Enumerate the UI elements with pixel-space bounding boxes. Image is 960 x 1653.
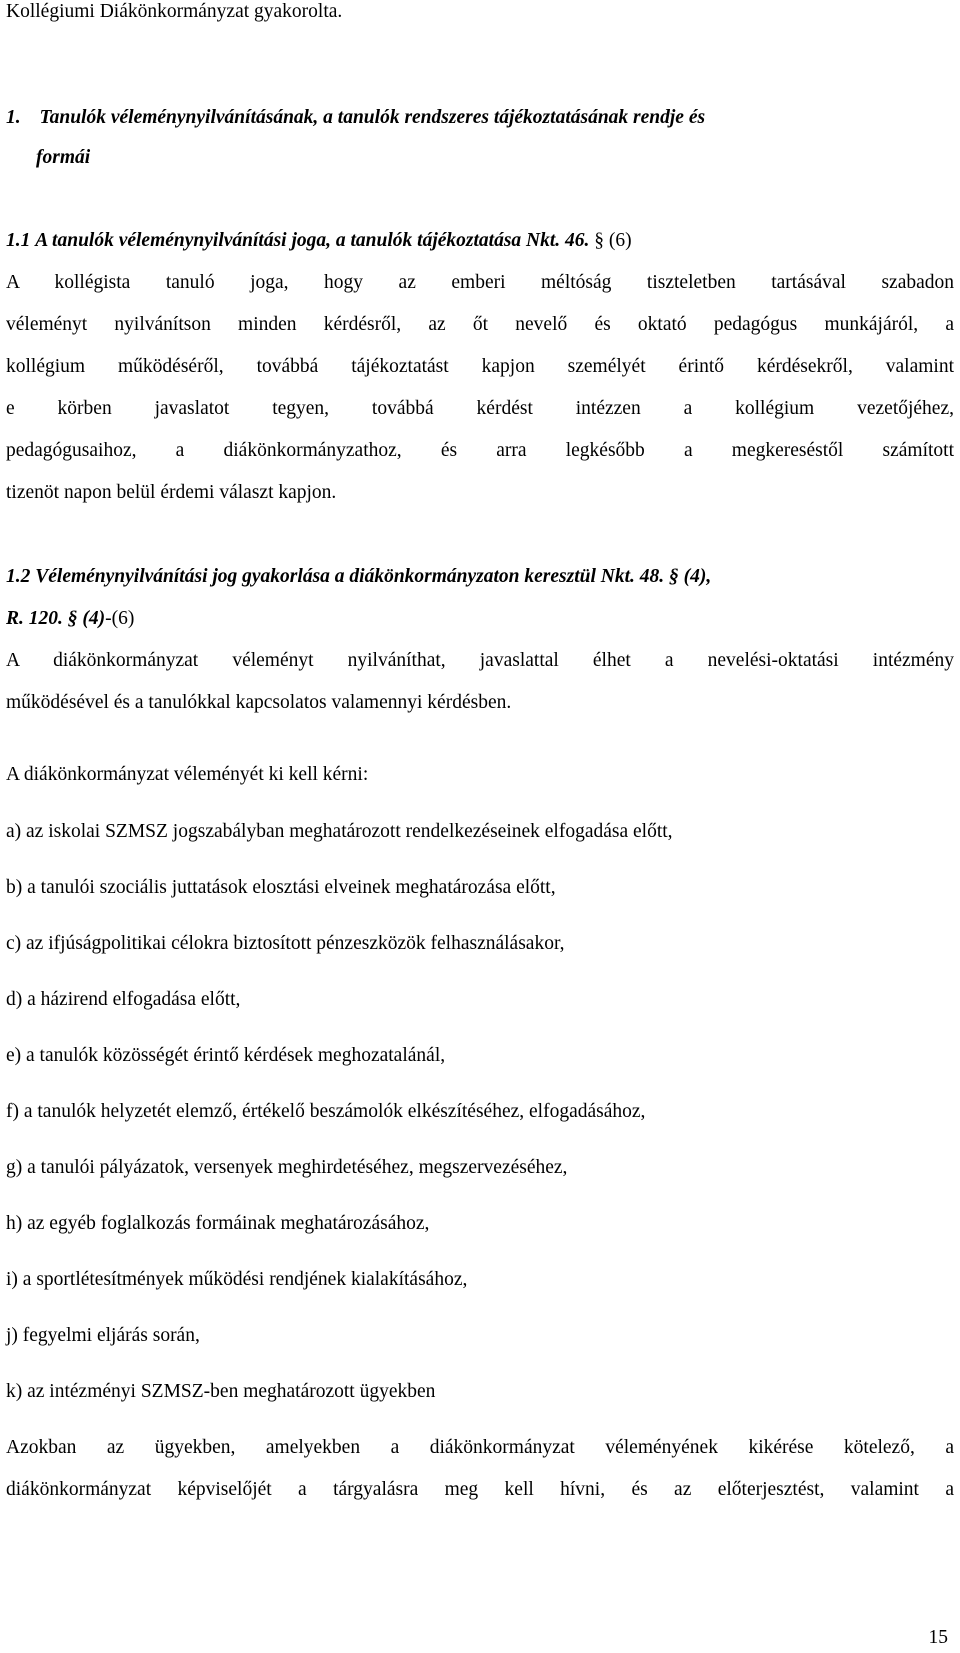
para1-line: tizenöt napon belül érdemi választ kapjon. xyxy=(6,482,337,503)
heading-1-number: 1. xyxy=(6,107,21,128)
list-item: i) a sportlétesítmények működési rendjének kialakításához, xyxy=(6,1269,468,1290)
list-item: g) a tanulói pályázatok, versenyek meghirdetéséhez, megszervezéséhez, xyxy=(6,1157,568,1178)
para1-line: pedagógusaihoz, a diákönkormányzathoz, és arra legkésőbb a megkereséstől számított xyxy=(6,440,954,461)
para3: A diákönkormányzat véleményét ki kell kérni: xyxy=(6,764,369,785)
heading-1-line2: formái xyxy=(36,147,91,168)
heading-1-line1 xyxy=(6,106,954,130)
para4-line: Azokban az ügyekben, amelyekben a diákönkormányzat véleményének kikérése kötelező, a xyxy=(6,1437,954,1458)
para1-line: e körben javaslatot tegyen, továbbá kérdést intézzen a kollégium vezetőjéhez, xyxy=(6,398,954,419)
heading-1-2-line1: 1.2 Véleménynyilvánítási jog gyakorlása a diákönkormányzaton keresztül Nkt. 48. § (4), xyxy=(6,566,712,587)
para1-line: véleményt nyilvánítson minden kérdésről, az őt nevelő és oktató pedagógus munkájáról, a xyxy=(6,314,954,335)
para1-line: A kollégista tanuló joga, hogy az emberi méltóság tiszteletben tartásával szabadon xyxy=(6,272,954,293)
list-item: c) az ifjúságpolitikai célokra biztosított pénzeszközök felhasználásakor, xyxy=(6,933,565,954)
list-item: f) a tanulók helyzetét elemző, értékelő beszámolók elkészítéséhez, elfogadásához, xyxy=(6,1101,646,1122)
list-item: j) fegyelmi eljárás során, xyxy=(6,1325,200,1346)
list-item: e) a tanulók közösségét érintő kérdések meghozatalánál, xyxy=(6,1045,446,1066)
heading-1-1-text: A tanulók véleménynyilvánítási joga, a tanulók tájékoztatása Nkt. 46. xyxy=(35,230,590,251)
list-item: b) a tanulói szociális juttatások elosztási elveinek meghatározása előtt, xyxy=(6,877,556,898)
heading-1-1-number: 1.1 xyxy=(6,230,31,251)
heading-1-1-suffix: § (6) xyxy=(594,230,632,251)
heading-1-text: Tanulók véleménynyilvánításának, a tanulók rendszeres tájékoztatásának rendje és xyxy=(39,107,706,128)
list-item: k) az intézményi SZMSZ-ben meghatározott ügyekben xyxy=(6,1381,436,1402)
heading-1-2-line2 xyxy=(6,607,954,631)
list-item: d) a házirend elfogadása előtt, xyxy=(6,989,241,1010)
heading-1-2-suffix: -(6) xyxy=(105,608,135,629)
para2-line: működésével és a tanulókkal kapcsolatos valamennyi kérdésben. xyxy=(6,692,512,713)
list-item: h) az egyéb foglalkozás formáinak meghatározásához, xyxy=(6,1213,430,1234)
heading-1-1 xyxy=(6,229,954,253)
para4-line: diákönkormányzat képviselőjét a tárgyalásra meg kell hívni, és az előterjesztést, valamint a xyxy=(6,1479,954,1500)
para1-line: kollégium működéséről, továbbá tájékoztatást kapjon személyét érintő kérdésekről, valamint xyxy=(6,356,954,377)
list-item: a) az iskolai SZMSZ jogszabályban meghatározott rendelkezéseinek elfogadása előtt, xyxy=(6,821,673,842)
heading-1-2-ref: R. 120. § (4) xyxy=(6,608,106,629)
page-number: 15 xyxy=(928,1627,948,1648)
para2-line: A diákönkormányzat véleményt nyilváníthat, javaslattal élhet a nevelési-oktatási intézmény xyxy=(6,650,954,671)
intro-line: Kollégiumi Diákönkormányzat gyakorolta. xyxy=(6,1,343,22)
